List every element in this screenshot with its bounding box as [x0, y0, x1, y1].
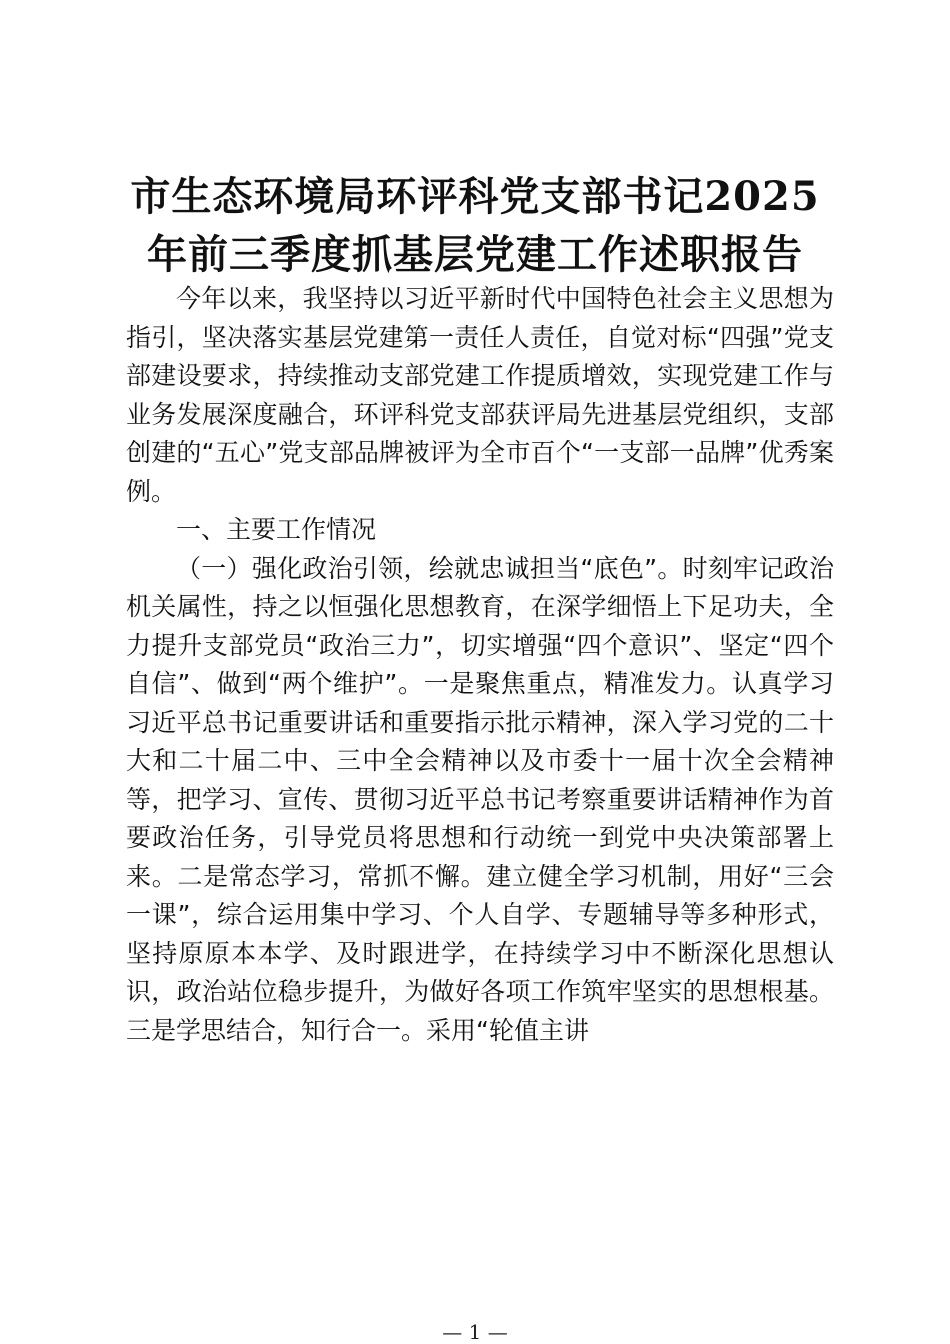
title-line-2: 年前三季度抓基层党建工作述职报告	[147, 231, 803, 278]
intro-paragraph: 今年以来，我坚持以习近平新时代中国特色社会主义思想为指引，坚决落实基层党建第一责任人责任，自觉对标“四强”党支部建设要求，持续推动支部党建工作提质增效，实现党建工作与业务发展深度融合，环评科党支部获评局先进基层党组织，支部创建的“五心”党支部品牌被评为全市百个“一支部一品牌”优秀案例。	[126, 284, 834, 506]
section-heading: 一、主要工作情况	[176, 515, 377, 544]
body-paragraph: （一）强化政治引领，绘就忠诚担当“底色”。时刻牢记政治机关属性，持之以恒强化思想教育，在深学细悟上下足功夫，全力提升支部党员“政治三力”，切实增强“四个意识”、坚定“四个自信”、做到“两个维护”。一是聚焦重点，精准发力。认真学习习近平总书记重要讲话和重要指示批示精神，深入学习党的二十大和二十届二中、三中全会精神以及市委十一届十次全会精神等，把学习、宣传、贯彻习近平总书记考察重要讲话精神作为首要政治任务，引导党员将思想和行动统一到党中央决策部署上来。二是常态学习，常抓不懈。建立健全学习机制，用好“三会一课”，综合运用集中学习、个人自学、专题辅导等多种形式，坚持原原本本学、及时跟进学，在持续学习中不断深化思想认识，政治站位稳步提升，为做好各项工作筑牢坚实的思想根基。三是学思结合，知行合一。采用“轮值主讲	[126, 553, 834, 1045]
title-line-1: 市生态环境局环评科党支部书记2025	[130, 173, 820, 220]
page-number: — 1 —	[442, 1320, 508, 1344]
document-title	[120, 168, 830, 284]
document-body	[126, 280, 834, 1050]
